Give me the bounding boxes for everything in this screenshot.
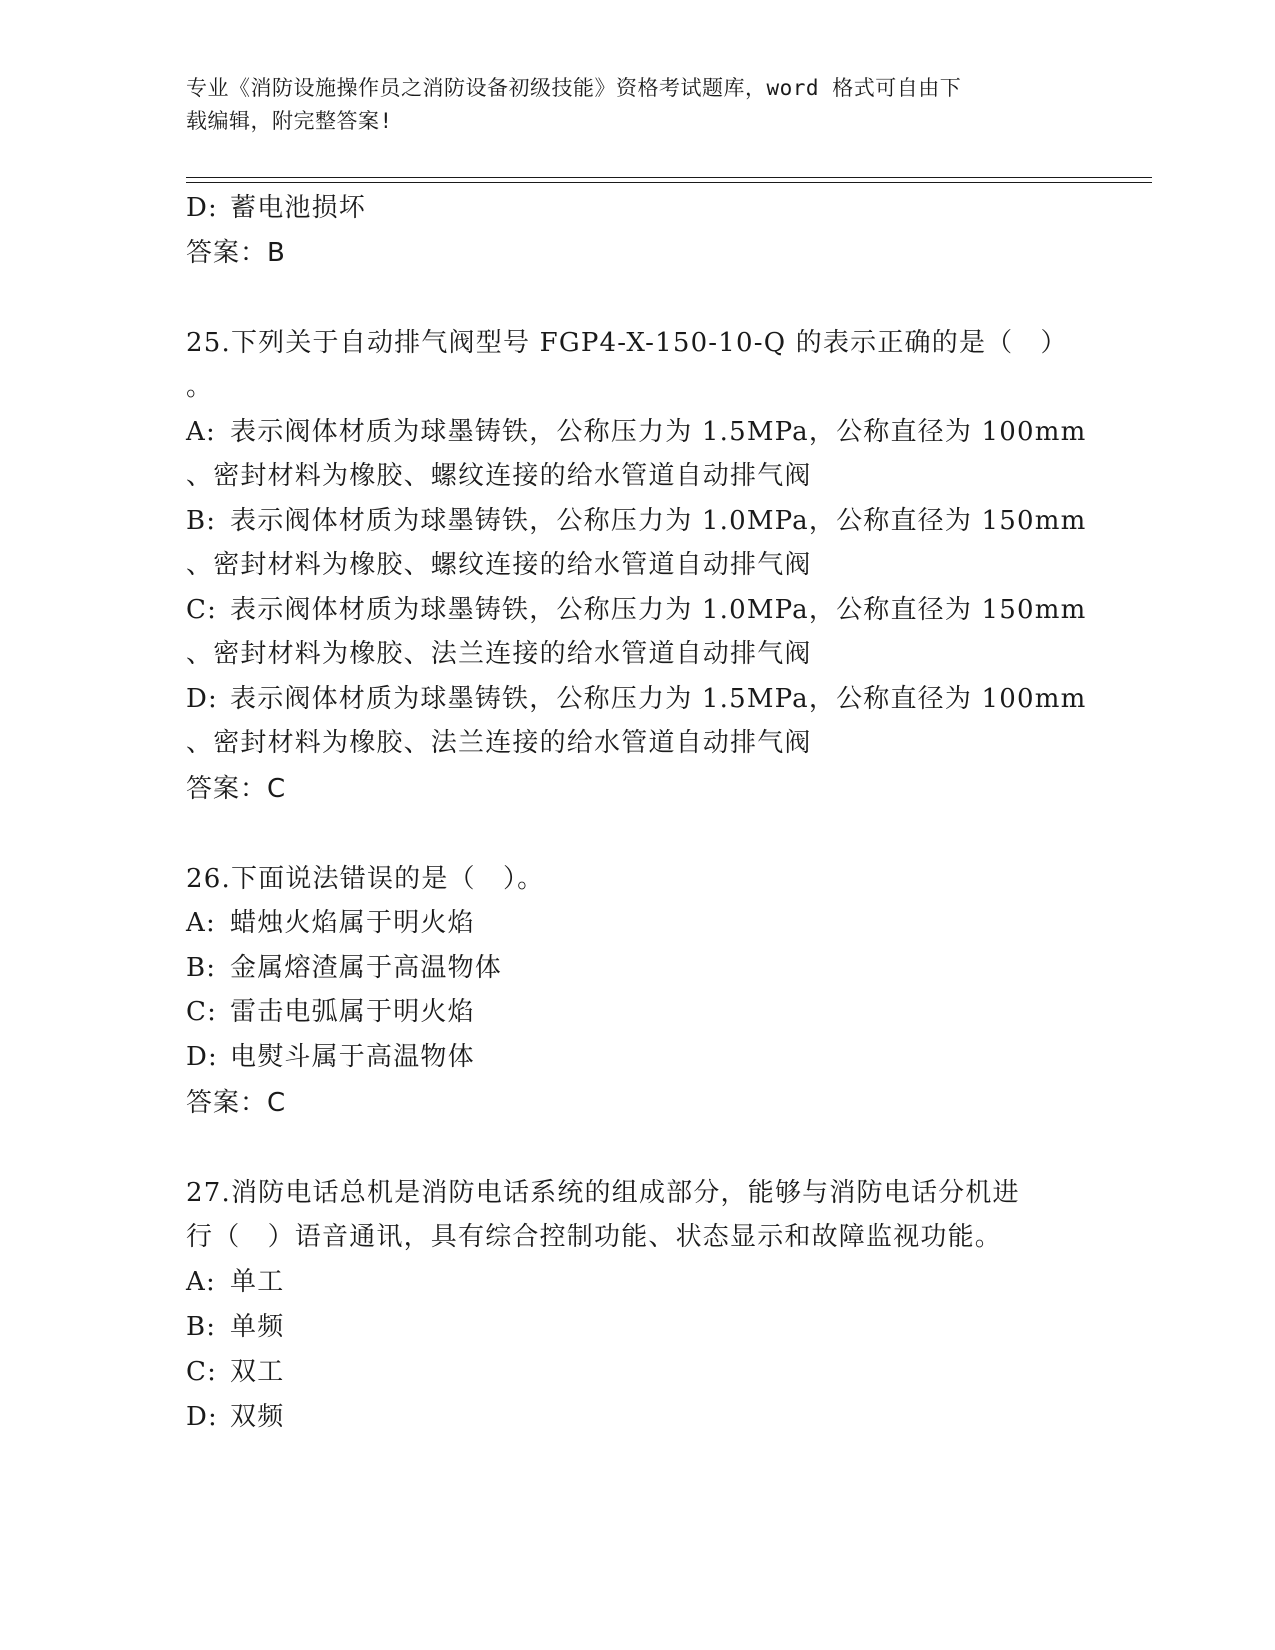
q26-option-d bbox=[186, 1042, 475, 1072]
q27-stem-line-1: 27.消防电话总机是消防电话系统的组成部分，能够与消防电话分机进 bbox=[186, 1178, 1020, 1208]
q25-option-c-line-2: 、密封材料为橡胶、法兰连接的给水管道自动排气阀 bbox=[186, 639, 812, 669]
header-rule-top bbox=[186, 177, 1152, 178]
q27-option-a-label: A: bbox=[186, 1267, 216, 1297]
q25-option-a-line-2: 、密封材料为橡胶、螺纹连接的给水管道自动排气阀 bbox=[186, 461, 812, 491]
q27-option-a-text: 单工 bbox=[230, 1267, 285, 1297]
q27-option-c-text: 双工 bbox=[230, 1357, 285, 1387]
q25-option-d-line-2: 、密封材料为橡胶、法兰连接的给水管道自动排气阀 bbox=[186, 728, 812, 758]
q24-option-d-text: 蓄电池损坏 bbox=[230, 193, 367, 223]
q27-option-b bbox=[186, 1312, 284, 1342]
q26-answer: 答案：C bbox=[186, 1088, 287, 1118]
q26-option-d-text: 电熨斗属于高温物体 bbox=[230, 1042, 475, 1072]
q27-stem-line-2: 行（ ）语音通讯，具有综合控制功能、状态显示和故障监视功能。 bbox=[186, 1222, 1003, 1252]
q26-option-a-label: A: bbox=[186, 908, 216, 938]
q25-option-b-line-1 bbox=[186, 506, 1086, 536]
q26-option-b bbox=[186, 953, 502, 983]
q27-option-a bbox=[186, 1267, 284, 1297]
document-header bbox=[186, 72, 1066, 138]
q24-answer: 答案：B bbox=[186, 238, 286, 268]
q26-option-c-label: C: bbox=[186, 997, 218, 1027]
q25-option-a-line-1 bbox=[186, 417, 1086, 447]
q26-option-b-label: B: bbox=[186, 953, 217, 983]
q25-option-a-text: 表示阀体材质为球墨铸铁，公称压力为 1.5MPa，公称直径为 100mm bbox=[230, 417, 1087, 447]
q26-option-c-text: 雷击电弧属于明火焰 bbox=[230, 997, 475, 1027]
q25-option-d-line-1 bbox=[186, 684, 1086, 714]
q25-stem-line-2: 。 bbox=[186, 372, 214, 402]
q25-option-d-label: D: bbox=[186, 684, 219, 714]
header-line-2: 载编辑，附完整答案! bbox=[186, 109, 393, 133]
q27-option-d bbox=[186, 1402, 284, 1432]
q26-stem: 26.下面说法错误的是（ ）。 bbox=[186, 864, 545, 894]
q26-option-a bbox=[186, 908, 475, 938]
q25-option-d-text: 表示阀体材质为球墨铸铁，公称压力为 1.5MPa，公称直径为 100mm bbox=[230, 684, 1087, 714]
q27-option-d-label: D: bbox=[186, 1402, 219, 1432]
q24-option-d-label: D: bbox=[186, 193, 219, 223]
q26-option-a-text: 蜡烛火焰属于明火焰 bbox=[230, 908, 475, 938]
q27-option-d-text: 双频 bbox=[230, 1402, 285, 1432]
q25-answer: 答案：C bbox=[186, 774, 287, 804]
q25-option-b-text: 表示阀体材质为球墨铸铁，公称压力为 1.0MPa，公称直径为 150mm bbox=[230, 506, 1087, 536]
q26-option-c bbox=[186, 997, 475, 1027]
q25-option-a-label: A: bbox=[186, 417, 216, 447]
q27-option-b-label: B: bbox=[186, 1312, 217, 1342]
q25-option-b-label: B: bbox=[186, 506, 217, 536]
q26-option-b-text: 金属熔渣属于高温物体 bbox=[230, 953, 503, 983]
q25-option-c-label: C: bbox=[186, 595, 218, 625]
q27-option-b-text: 单频 bbox=[230, 1312, 285, 1342]
header-line-1: 专业《消防设施操作员之消防设备初级技能》资格考试题库，word 格式可自由下 bbox=[186, 76, 962, 100]
q26-option-d-label: D: bbox=[186, 1042, 219, 1072]
header-rule-bottom bbox=[186, 182, 1152, 183]
q25-option-b-line-2: 、密封材料为橡胶、螺纹连接的给水管道自动排气阀 bbox=[186, 550, 812, 580]
q24-option-d bbox=[186, 193, 366, 223]
q25-stem-line-1: 25.下列关于自动排气阀型号 FGP4-X-150-10-Q 的表示正确的是（ ） bbox=[186, 328, 1068, 358]
q27-option-c-label: C: bbox=[186, 1357, 218, 1387]
q25-option-c-line-1 bbox=[186, 595, 1086, 625]
q27-option-c bbox=[186, 1357, 284, 1387]
q25-option-c-text: 表示阀体材质为球墨铸铁，公称压力为 1.0MPa，公称直径为 150mm bbox=[230, 595, 1087, 625]
